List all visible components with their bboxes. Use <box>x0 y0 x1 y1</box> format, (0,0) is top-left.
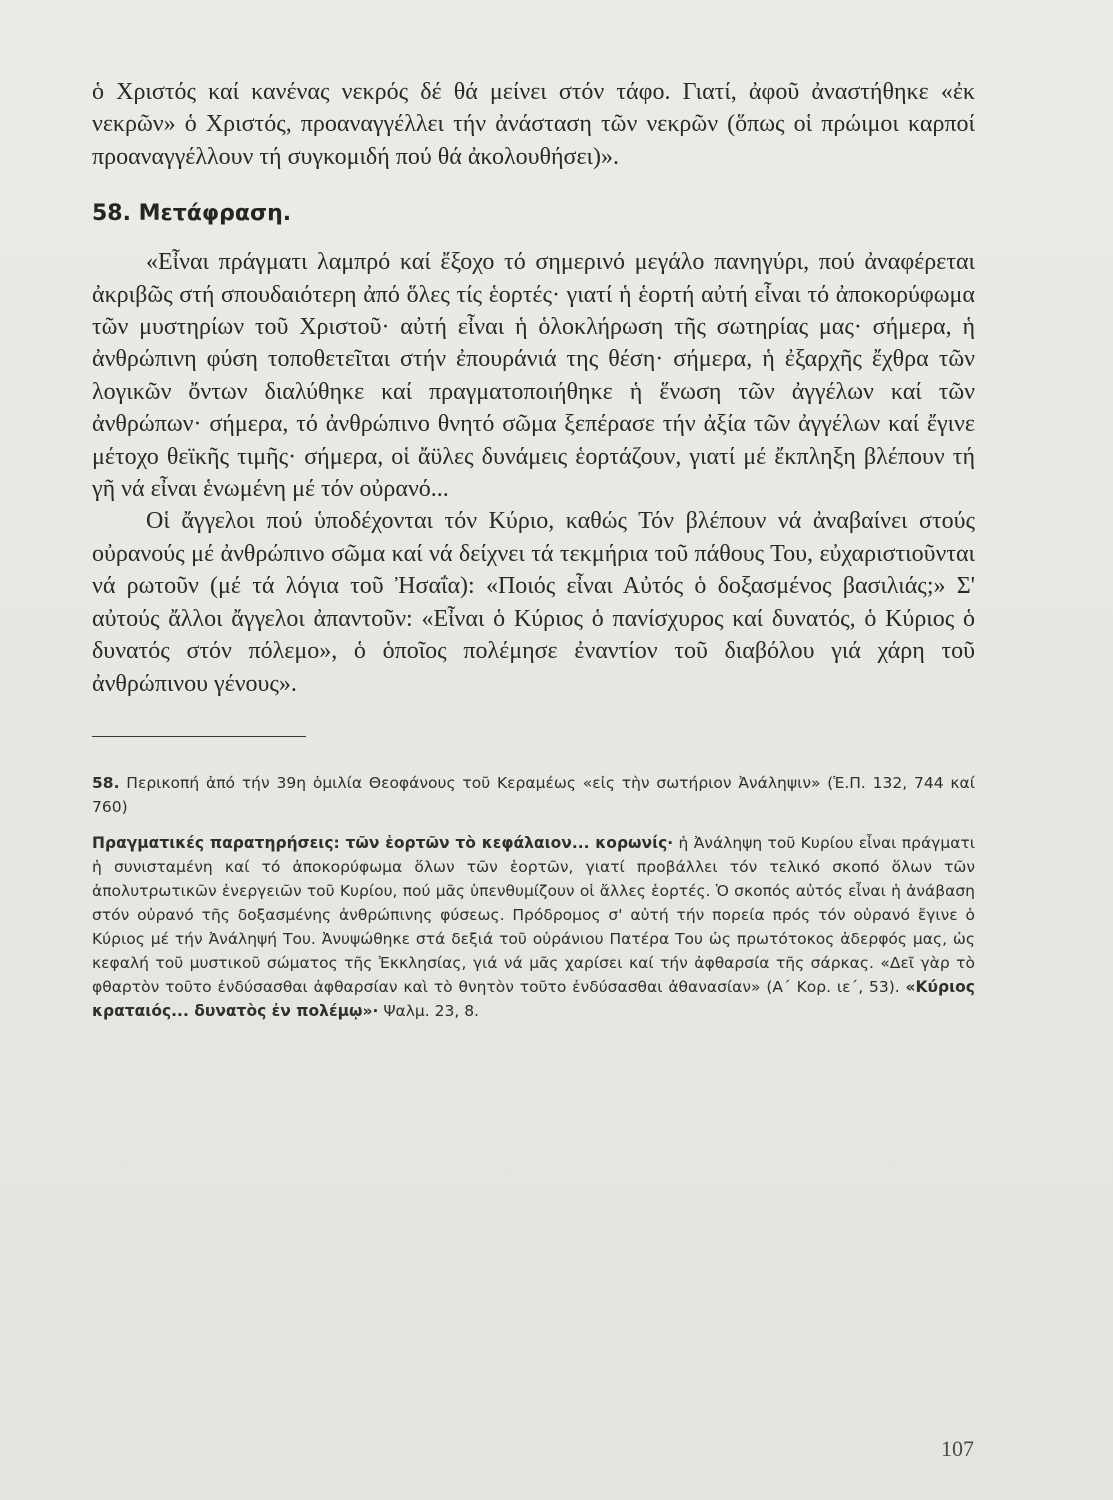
footnote-divider <box>92 736 306 737</box>
footnote-remarks <box>92 831 975 1023</box>
footnote-source <box>92 771 975 819</box>
footnote-remarks-end: Ψαλμ. 23, 8. <box>378 1001 479 1020</box>
footnote-remarks-quote: «Κύριος κραταιός... δυνατὸς ἐν πολέμῳ»· <box>92 977 975 1020</box>
translation-paragraph-1: «Εἶναι πράγματι λαμπρό καί ἔξοχο τό σημερινό μεγάλο πανηγύρι, πού ἀναφέρεται ἀκριβῶς στή σπουδαιότερη ἀπό ὅλες τίς ἑορτές· γιατί ἡ ἑορτή αὐτή εἶναι τό ἀποκορύφωμα τῶν μυστηρίων τοῦ Χριστοῦ· αὐτή εἶναι ἡ ὁλοκλήρωση τῆς σωτηρίας μας· σήμερα, ἡ ἀνθρώπινη φύση τοποθετεῖται στήν ἐπουράνιά της θέση· σήμερα, ἡ ἐξαρχῆς ἔχθρα τῶν λογικῶν ὄντων διαλύθηκε καί πραγματοποιήθηκε ἡ ἕνωση τῶν ἀγγέλων καί τῶν ἀνθρώπων· σήμερα, τό ἀνθρώπινο θνητό σῶμα ξεπέρασε τήν ἀξία τῶν ἀγγέλων καί ἔγινε μέτοχο θεϊκῆς τιμῆς· σήμερα, οἱ ἄϋλες δυνάμεις ἑορτάζουν, γιατί μέ ἔκπληξη βλέπουν τή γῆ νά εἶναι ἑνωμένη μέ τόν οὐρανό... <box>92 249 975 503</box>
intro-paragraph: ὁ Χριστός καί κανένας νεκρός δέ θά μείνει στόν τάφο. Γιατί, ἀφοῦ ἀναστήθηκε «ἐκ νεκρῶν» ὁ Χριστός, προαναγγέλλει τήν ἀνάσταση τῶν νεκρῶν (ὅπως οἱ πρώιμοι καρποί προαναγγέλλουν τή συγκομιδή πού θά ἀκολουθήσει)». <box>92 79 975 170</box>
page-content <box>92 76 975 1035</box>
translation-paragraph-2: Οἱ ἄγγελοι πού ὑποδέχονται τόν Κύριο, καθώς Τόν βλέπουν νά ἀναβαίνει στούς οὐρανούς μέ ἀνθρώπινο σῶμα καί νά δείχνει τά τεκμήρια τοῦ πάθους Του, εὐχαριστιοῦνται νά ρωτοῦν (μέ τά λόγια τοῦ Ἠσαΐα): «Ποιός εἶναι Αὐτός ὁ δοξασμένος βασιλιάς;» Σ' αὐτούς ἄλλοι ἄγγελοι ἀπαντοῦν: «Εἶναι ὁ Κύριος ὁ πανίσχυρος καί δυνατός, ὁ Κύριος ὁ δυνατός στόν πόλεμο», ὁ ὁποῖος πολέμησε ἐναντίον τοῦ διαβόλου γιά χάρη τοῦ ἀνθρώπινου γένους». <box>92 508 975 697</box>
page-number: 107 <box>941 1436 974 1461</box>
footnote-remarks-text: ἡ Ἀνάληψη τοῦ Κυρίου εἶναι πράγματι ἡ συνισταμένη καί τό ἀποκορύφωμα ὅλων τῶν ἑορτῶν, γιατί προβάλλει τόν τελικό σκοπό ὅλων τῶν ἀπολυτρωτικῶν ἐνεργειῶν τοῦ Κυρίου, πού μᾶς ὑπενθυμίζουν οἱ ἄλλες ἑορτές. Ὁ σκοπός αὐτός εἶναι ἡ ἀνάβαση στόν οὐρανό τῆς δοξασμένης ἀνθρώπινης φύσεως. Πρόδρομος σ' αὐτή τήν πορεία πρός τόν οὐρανό ἔγινε ὁ Κύριος μέ τήν Ἀνάληψή Του. Ἀνυψώθηκε στά δεξιά τοῦ οὐράνιου Πατέρα Του ὡς πρωτότοκος ἀδερφός μας, ὡς κεφαλή τοῦ μυστικοῦ σώματος τῆς Ἐκκλησίας, γιά νά μᾶς χαρίσει καί τήν ἀφθαρσία τῆς σάρκας. «Δεῖ γὰρ τὸ φθαρτὸν τοῦτο ἐνδύσασθαι ἀφθαρσίαν καὶ τὸ θνητὸν τοῦτο ἐνδύσασθαι ἀθανασίαν» (Α΄ Κορ. ιε΄, 53). <box>92 833 975 996</box>
footnote-source-text: Περικοπή ἀπό τήν 39η ὁμιλία Θεοφάνους τοῦ Κεραμέως «εἰς τὴν σωτήριον Ἀνάληψιν» (Ἑ.Π. 132, 744 καί 760) <box>92 773 975 816</box>
section-heading: 58. Μετάφραση. <box>92 201 292 227</box>
footnote-remarks-lead: Πραγματικές παρατηρήσεις: τῶν ἑορτῶν τὸ κεφάλαιον... κορωνίς· <box>92 833 674 852</box>
footnote-number: 58. <box>92 773 120 792</box>
